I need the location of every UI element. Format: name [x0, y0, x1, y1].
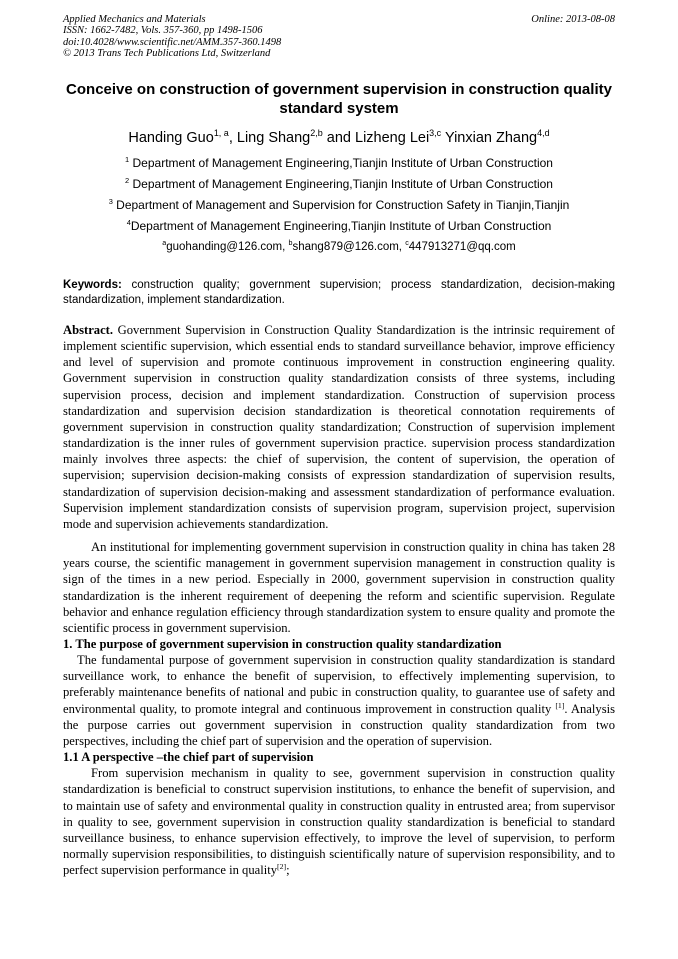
email-mark: a	[162, 239, 167, 248]
author-separator: ,	[228, 130, 237, 146]
keywords	[63, 278, 615, 307]
citation-ref: [1]	[555, 700, 565, 710]
affiliation-list	[40, 153, 638, 258]
paragraph-text: From supervision mechanism in quality to see, government supervision in construction quality standardization is beneficial to construct supervision institutions, to enhance the benefit of supervision, and to maintain use of safety and environmental quality in construction quality in entrusted area; from supervisor in quality to see, government supervision in construction quality standardization is beneficial to standard surveillance business, to enhance supervision effectively, to improve the level of supervision, to perform normally supervision responsibilities, to distinguish scientifically nature of supervision responsibility, and to perfect supervision performance in quality	[63, 766, 615, 878]
doi-line: doi:10.4028/www.scientific.net/AMM.357-360.1498	[63, 36, 282, 48]
email-address: 447913271@qq.com	[408, 241, 516, 253]
affiliation	[40, 195, 638, 216]
author-name: Ling Shang	[236, 130, 311, 146]
paper-body	[63, 322, 615, 878]
author-affiliation-mark: 2,b	[310, 128, 323, 139]
author-affiliation-mark: 3,c	[429, 128, 442, 139]
affiliation	[40, 153, 638, 174]
email-list	[40, 237, 638, 258]
journal-name: Applied Mechanics and Materials	[63, 14, 206, 25]
affiliation	[40, 216, 638, 237]
affiliation	[40, 174, 638, 195]
abstract-text: Government Supervision in Construction Quality Standardization is the intrinsic requirement of implement scientific supervision, which essential ends to standard surveillance behavior, improve efficiency and level of supervision and promote continuous improvement in construction engineering quality. Government supervision in construction quality standardization consists of three systems, including supervision process, decision and implement standardization. Construction of supervision process standardization and supervision decision standardization is theoretical connotation requirements of government supervision in construction quality standardization; Construction of supervision implement standardization is the inner rules of government supervision practice. supervision process standardization mainly involves three aspects: the chief of supervision, the content of supervision, the operation of supervision; supervision decision-making consists of expression standardization of supervision results, standardization of supervision decision-making and assessment standardization of performance evaluation. Supervision implement standardization consists of supervision program, supervision project, supervision mode and supervision achievements standardization.	[63, 323, 615, 531]
journal-header	[63, 14, 615, 60]
author-name: Yinxian Zhang	[444, 130, 538, 146]
online-date: Online: 2013-08-08	[531, 14, 615, 25]
email-mark: c	[405, 239, 409, 248]
email-address: shang879@126.com,	[292, 241, 406, 253]
paragraph-text: . Analysis the purpose carries out government supervision in construction quality standardization from two perspectives, including the chief part of supervision and the operation of supervision.	[63, 701, 615, 748]
copyright-line: © 2013 Trans Tech Publications Ltd, Switzerland	[63, 48, 271, 60]
affiliation-text: Department of Management Engineering,Tianjin Institute of Urban Construction	[130, 219, 552, 233]
citation-ref: [2]	[277, 861, 287, 871]
author-list	[40, 128, 638, 148]
affiliation-mark: 4	[126, 218, 131, 227]
author-separator: and	[322, 130, 355, 146]
issn-line: ISSN: 1662-7482, Vols. 357-360, pp 1498-1506	[63, 25, 263, 37]
keywords-label: Keywords:	[63, 279, 122, 291]
abstract	[63, 322, 615, 532]
author-affiliation-mark: 1, a	[213, 128, 229, 139]
paragraph-text: ;	[286, 863, 290, 878]
abstract-label: Abstract.	[63, 323, 114, 337]
paper-title: Conceive on construction of government supervision in construction quality standard system	[66, 81, 612, 117]
subsection-heading: 1.1 A perspective –the chief part of supervision	[63, 750, 314, 765]
intro-paragraph: An institutional for implementing government supervision in construction quality in china has taken 28 years course, the scientific management in government supervision management in construction quality is sign of the times in a new period. Especially in 2000, government supervision in construction quality standardization is the inherent requirement of deepening the reform and scientific supervision. Regulate behavior and enhance regulation efficiency through standardization system to ensure quality and promote the scientific process in government supervision.	[63, 540, 615, 635]
affiliation-text: Department of Management Engineering,Tianjin Institute of Urban Construction	[129, 177, 553, 191]
section-heading: 1. The purpose of government supervision in construction quality standardization	[63, 636, 502, 651]
author-affiliation-mark: 4,d	[537, 128, 550, 139]
author-name: Lizheng Lei	[355, 130, 430, 146]
affiliation-mark: 2	[125, 176, 130, 185]
affiliation-text: Department of Management and Supervision for Construction Safety in Tianjin,Tianjin	[112, 198, 570, 212]
subsection-paragraph	[63, 765, 615, 878]
affiliation-mark: 1	[125, 155, 130, 164]
paragraph-text: The fundamental purpose of government supervision in construction quality standardization is standard surveillance work, to enhance the benefit of supervision, to effectively implementing supervision, to preferably maintenance benefits of national and pubic in construction quality, to guarantee use of safety and environmental quality, to promote integral and continuous improvement in construction quality	[63, 653, 615, 716]
section-paragraph	[63, 652, 615, 749]
affiliation-mark: 3	[108, 197, 113, 206]
email-address: guohanding@126.com,	[166, 241, 289, 253]
affiliation-text: Department of Management Engineering,Tianjin Institute of Urban Construction	[129, 156, 553, 170]
author-name: Handing Guo	[128, 130, 214, 146]
keywords-text: construction quality; government supervision; process standardization, decision-making standardization, implement standardization.	[63, 279, 615, 306]
email-mark: b	[288, 239, 293, 248]
